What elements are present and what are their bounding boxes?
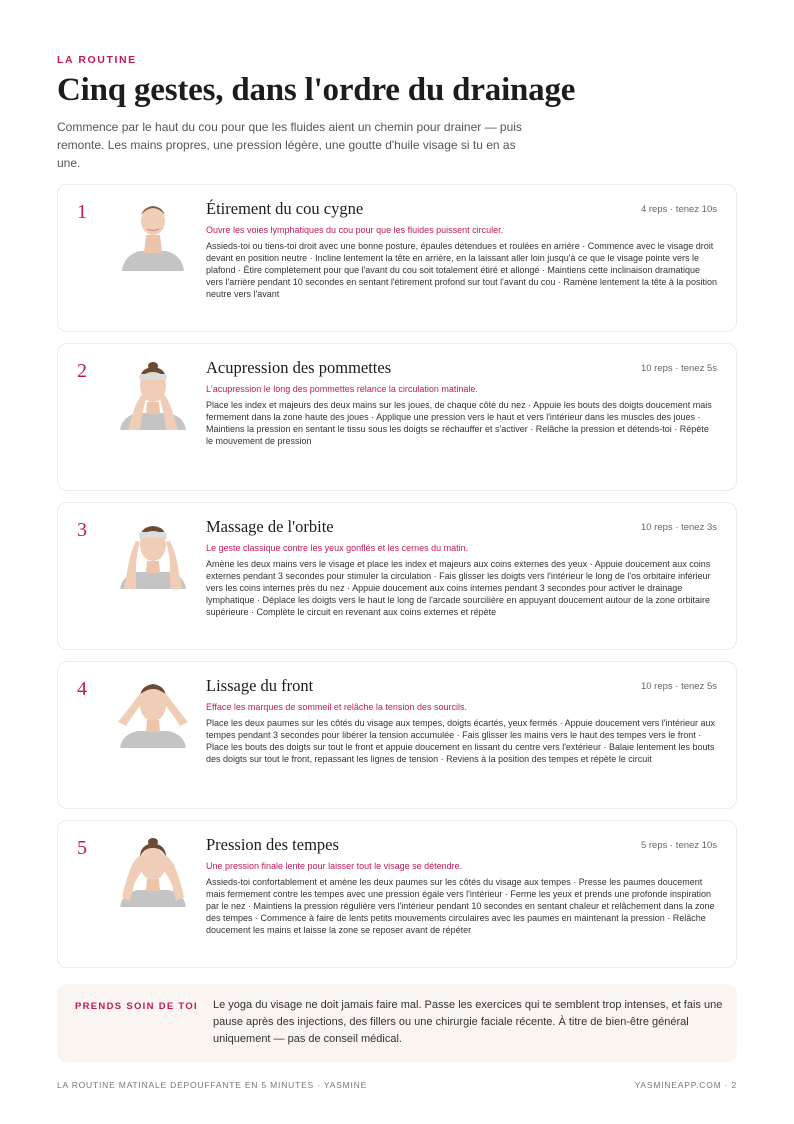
exercise-description: Amène les deux mains vers le visage et place les index et majeurs aux coins externes des yeux · Appuie doucement aux coins externes pendant 3 secondes pour stimuler la circulation · Fais glisser les doigts vers l'intérieur le long de l'os orbitaire inférieur vers les coins internes près du nez · Appuie doucement aux coins internes pendant 3 secondes pour activer le drainage lymphatique · Déplace les doigts vers le haut le long de l'arcade sourcilière en appuyant doucement autour de la zone orbitaire supérieure · Complète le circuit en revenant aux coins externes et répète bbox=[206, 559, 711, 617]
exercise-number: 5 bbox=[77, 837, 87, 859]
footer-document-title: LA ROUTINE MATINALE DÉPOUFFANTE EN 5 MINUTES · YASMINE bbox=[57, 1080, 368, 1090]
footer-page-info: YASMINEAPP.COM · 2 bbox=[634, 1080, 737, 1090]
exercise-card bbox=[57, 184, 737, 332]
exercise-photo bbox=[118, 358, 188, 430]
exercise-tagline: Efface les marques de sommeil et relâche la tension des sourcils. bbox=[206, 702, 467, 712]
exercise-description: Assieds-toi ou tiens-toi droit avec une bonne posture, épaules détendues et roulées en arrière · Commence avec le visage droit devant en position neutre · Incline lentement la tête en arrière, en la laissant aller loin jusqu'à ce que le visage pointe vers le plafond · Étire complètement pour que l'avant du cou soit totalement étiré et allongé · Maintiens cette inclinaison dramatique vers l'arrière pendant 10 secondes en sentant l'étirement profond sur tout l'avant du cou · Ramène lentement la tête à la position neutre vers l'avant bbox=[206, 241, 717, 299]
exercise-card bbox=[57, 820, 737, 968]
exercise-card bbox=[57, 343, 737, 491]
care-label: PRENDS SOIN DE TOI bbox=[75, 1001, 198, 1012]
exercise-description: Place les deux paumes sur les côtés du visage aux tempes, doigts écartés, yeux fermés · Appuie doucement vers l'intérieur aux tempes pendant 3 secondes pour libérer la tension accumulée · Fais glisser les mains vers le haut des tempes vers le front · Place les bouts des doigts sur tout le front et appuie doucement en lissant du centre vers l'extérieur · Balaie lentement les bouts des doigts sur tout le front, repassant les lignes de tension · Reviens à la position des tempes et répète le circuit bbox=[206, 718, 715, 764]
page-title: Cinq gestes, dans l'ordre du drainage bbox=[57, 72, 576, 108]
section-eyebrow: LA ROUTINE bbox=[57, 54, 137, 66]
care-callout bbox=[57, 984, 737, 1062]
exercise-photo bbox=[118, 199, 188, 271]
exercise-reps: 10 reps · tenez 3s bbox=[640, 522, 717, 533]
exercise-number: 4 bbox=[77, 678, 87, 700]
exercise-photo bbox=[118, 676, 188, 748]
exercise-tagline: Ouvre les voies lymphatiques du cou pour que les fluides puissent circuler. bbox=[206, 225, 504, 235]
exercise-description: Place les index et majeurs des deux mains sur les joues, de chaque côté du nez · Appuie les bouts des doigts doucement mais fermement dans la zone haute des joues · Applique une pression vers le haut et vers l'intérieur dans les muscles des joues · Maintiens la pression en sentant le tissu sous les doigts se réchauffer et s'activer · Relâche la pression et détends-toi · Répète le mouvement de pression bbox=[206, 400, 712, 446]
exercise-reps: 10 reps · tenez 5s bbox=[640, 363, 717, 374]
exercise-tagline: L'acupression le long des pommettes relance la circulation matinale. bbox=[206, 384, 478, 394]
exercise-number: 3 bbox=[77, 519, 87, 541]
exercise-name: Lissage du front bbox=[206, 676, 314, 695]
exercise-number: 1 bbox=[77, 201, 87, 223]
exercise-reps: 10 reps · tenez 5s bbox=[640, 681, 717, 692]
exercise-name: Pression des tempes bbox=[206, 835, 339, 854]
exercise-card bbox=[57, 661, 737, 809]
exercise-photo bbox=[118, 835, 188, 907]
care-text: Le yoga du visage ne doit jamais faire mal. Passe les exercices qui te semblent trop intenses, et fais une pause après des injections, des fillers ou une chirurgie faciale récente. À titre de bien-être général uniquement — pas de conseil médical. bbox=[213, 999, 723, 1045]
exercise-description: Assieds-toi confortablement et amène les deux paumes sur les côtés du visage aux tempes · Presse les paumes doucement mais fermement contre les tempes avec une pression égale vers l'intérieur · Ferme les yeux et prends une profonde inspiration par le nez · Maintiens la pression régulière vers l'intérieur pendant 10 secondes en sentant chaleur et relâchement dans la zone des tempes · Commence à faire de lents petits mouvements circulaires avec les paumes en maintenant la pression · Relâche doucement les mains et laisse la zone se reposer avant de répéter bbox=[206, 877, 715, 935]
exercise-reps: 4 reps · tenez 10s bbox=[640, 204, 717, 215]
exercise-reps: 5 reps · tenez 10s bbox=[640, 840, 717, 851]
intro-paragraph: Commence par le haut du cou pour que les fluides aient un chemin pour drainer — puis remonte. Les mains propres, une pression légère, une goutte d'huile visage si tu en as une. bbox=[57, 120, 522, 170]
exercise-card bbox=[57, 502, 737, 650]
exercise-number: 2 bbox=[77, 360, 87, 382]
exercise-tagline: Le geste classique contre les yeux gonflés et les cernes du matin. bbox=[206, 543, 469, 553]
exercise-photo bbox=[118, 517, 188, 589]
exercise-name: Massage de l'orbite bbox=[206, 517, 334, 536]
exercise-name: Étirement du cou cygne bbox=[206, 199, 364, 218]
exercise-name: Acupression des pommettes bbox=[206, 358, 392, 377]
exercise-tagline: Une pression finale lente pour laisser tout le visage se détendre. bbox=[206, 861, 463, 871]
